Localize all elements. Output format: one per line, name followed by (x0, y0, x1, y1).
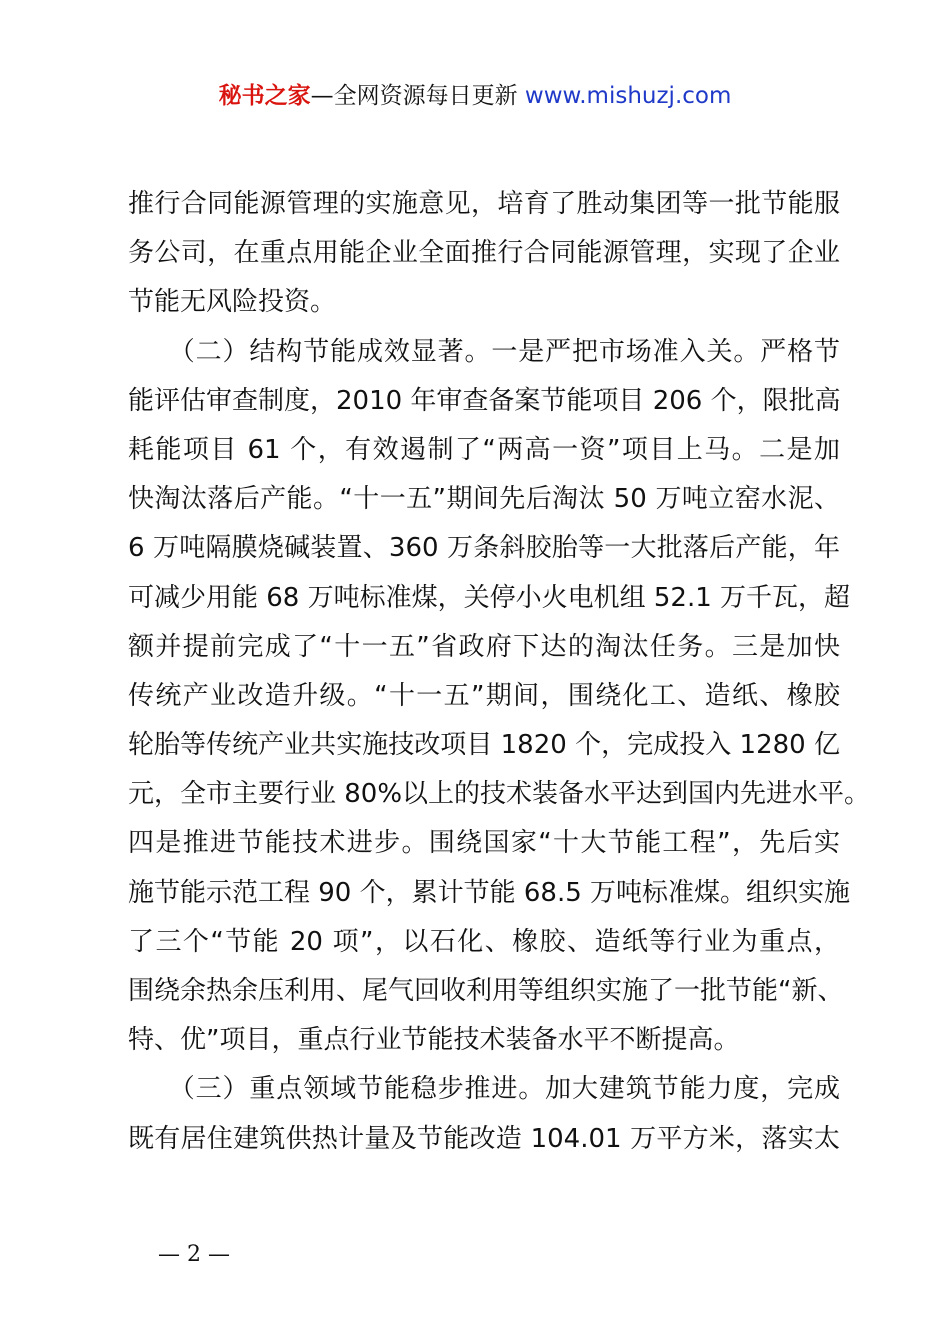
banner-tagline: —全网资源每日更新 (310, 83, 518, 109)
text-line: 施节能示范工程 90 个，累计节能 68.5 万吨标准煤。组织实施 (128, 877, 851, 908)
text-line: 四是推进节能技术进步。围绕国家“十大节能工程”，先后实 (128, 828, 840, 859)
text-line: 特、优”项目，重点行业节能技术装备水平不断提高。 (128, 1025, 740, 1056)
site-banner (0, 80, 950, 112)
text-line: 额并提前完成了“十一五”省政府下达的淘汰任务。三是加快 (128, 631, 840, 662)
text-line: 传统产业改造升级。“十一五”期间，围绕化工、造纸、橡胶 (128, 680, 840, 711)
text-line: 务公司，在重点用能企业全面推行合同能源管理，实现了企业 (128, 238, 840, 269)
text-line: （三）重点领域节能稳步推进。加大建筑节能力度，完成 (128, 1074, 840, 1105)
text-line: 能评估审查制度，2010 年审查备案节能项目 206 个，限批高 (128, 385, 841, 416)
brand-name: 秘书之家 (218, 83, 311, 109)
text-line: 6 万吨隔膜烧碱装置、360 万条斜胶胎等一大批落后产能，年 (128, 533, 840, 564)
document-body (128, 180, 871, 1164)
text-line: （二）结构节能成效显著。一是严把市场准入关。严格节 (128, 336, 840, 367)
text-line: 元，全市主要行业 80%以上的技术装备水平达到国内先进水平。 (128, 779, 871, 810)
page-number: — 2 — (158, 1242, 230, 1267)
text-line: 轮胎等传统产业共实施技改项目 1820 个，完成投入 1280 亿 (128, 730, 840, 761)
text-line: 可减少用能 68 万吨标准煤，关停小火电机组 52.1 万千瓦，超 (128, 582, 851, 613)
text-line: 推行合同能源管理的实施意见，培育了胜动集团等一批节能服 (128, 189, 840, 219)
text-line: 围绕余热余压利用、尾气回收利用等组织实施了一批节能“新、 (128, 976, 844, 1006)
text-line: 节能无风险投资。 (128, 287, 337, 318)
text-line: 耗能项目 61 个，有效遏制了“两高一资”项目上马。二是加 (128, 434, 840, 465)
site-url-link[interactable]: www.mishuzj.com (524, 83, 732, 109)
text-line: 快淘汰落后产能。“十一五”期间先后淘汰 50 万吨立窑水泥、 (128, 484, 840, 515)
text-line: 了三个“节能 20 项”，以石化、橡胶、造纸等行业为重点， (128, 926, 840, 957)
text-line: 既有居住建筑供热计量及节能改造 104.01 万平方米，落实太 (128, 1123, 840, 1154)
